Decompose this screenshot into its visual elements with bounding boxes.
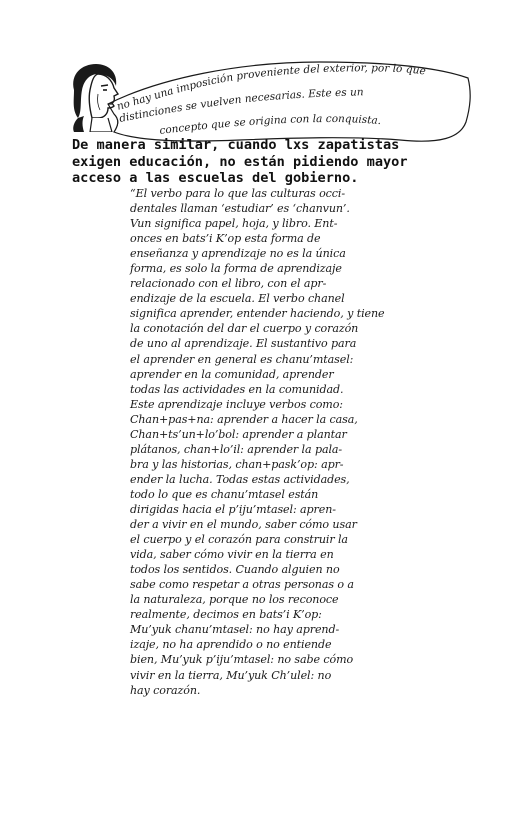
- speech-banner: [100, 48, 472, 144]
- quote-line: Este aprendizaje incluye verbos como:: [130, 397, 343, 411]
- quote-line: todos los sentidos. Cuando alguien no: [130, 563, 340, 577]
- quote-line: onces en bats’i K’op esta forma de: [130, 232, 321, 246]
- quote-line: el aprender en general es chanu’mtasel:: [130, 352, 354, 366]
- quote-line: la conotación del dar el cuerpo y corazón: [130, 322, 359, 336]
- quote-line: la naturaleza, porque no los reconoce: [130, 593, 339, 607]
- quote-line: Chan+pas+na: aprender a hacer la casa,: [130, 412, 358, 426]
- quote-line: significa aprender, entender haciendo, y tiene: [130, 307, 385, 321]
- quote-line: bra y las historias, chan+pask’op: apr-: [130, 457, 344, 471]
- quote-line: aprender en la comunidad, aprender: [130, 367, 334, 381]
- banner-line-3: concepto que se origina con la conquista.: [158, 112, 382, 137]
- lead-line: exigen educación, no están pidiendo mayor: [72, 153, 408, 170]
- quote-line: ender la lucha. Todas estas actividades,: [130, 472, 350, 486]
- quote-line: “El verbo para lo que las culturas occi-: [130, 187, 345, 200]
- quote-line: bien, Mu’yuk p’iju’mtasel: no sabe cómo: [130, 653, 354, 667]
- quote-line: vivir en la tierra, Mu’yuk Ch’ulel: no: [130, 668, 332, 682]
- quote-line: dentales llaman ‘estudiar’ es ‘chanvun’.: [130, 202, 350, 216]
- quote-line: realmente, decimos en bats’i K’op:: [130, 608, 322, 622]
- quote-line: enseñanza y aprendizaje no es la única: [130, 247, 346, 261]
- quote-line: endizaje de la escuela. El verbo chanel: [130, 292, 345, 306]
- quote-line: dirigidas hacia el p’iju’mtasel: apren-: [130, 502, 336, 516]
- quote-line: Chan+ts’un+lo’bol: aprender a plantar: [130, 427, 347, 441]
- quote-line: forma, es solo la forma de aprendizaje: [130, 262, 342, 276]
- lead-paragraph: [72, 137, 492, 187]
- quote-line: el cuerpo y el corazón para construir la: [130, 533, 348, 547]
- banner-line-1: no hay una imposición proveniente del exterior, por lo que: [115, 62, 427, 113]
- quote-line: relacionado con el libro, con el apr-: [130, 277, 327, 291]
- quote-line: de uno al aprendizaje. El sustantivo para: [130, 337, 357, 351]
- quote-line: sabe como respetar a otras personas o a: [130, 578, 354, 592]
- lead-line: acceso a las escuelas del gobierno.: [72, 170, 359, 186]
- quote-line: Vun significa papel, hoja, y libro. Ent-: [130, 217, 338, 231]
- quote-line: todas las actividades en la comunidad.: [130, 382, 344, 396]
- quote-line: der a vivir en el mundo, saber cómo usar: [130, 518, 357, 532]
- quote-line: vida, saber cómo vivir en la tierra en: [130, 548, 334, 562]
- quote-line: todo lo que es chanu’mtasel están: [130, 487, 319, 501]
- banner-line-2: distinciones se vuelven necesarias. Este es un: [118, 86, 364, 125]
- handwritten-quote: [130, 186, 402, 698]
- quote-line: Mu’yuk chanu’mtasel: no hay aprend-: [130, 623, 340, 637]
- quote-line: izaje, no ha aprendido o no entiende: [130, 638, 332, 652]
- quote-line: plátanos, chan+lo’il: aprender la pala-: [130, 442, 343, 456]
- lead-line: De manera similar, cuando lxs zapatistas: [72, 137, 400, 153]
- quote-line: hay corazón.: [130, 683, 201, 697]
